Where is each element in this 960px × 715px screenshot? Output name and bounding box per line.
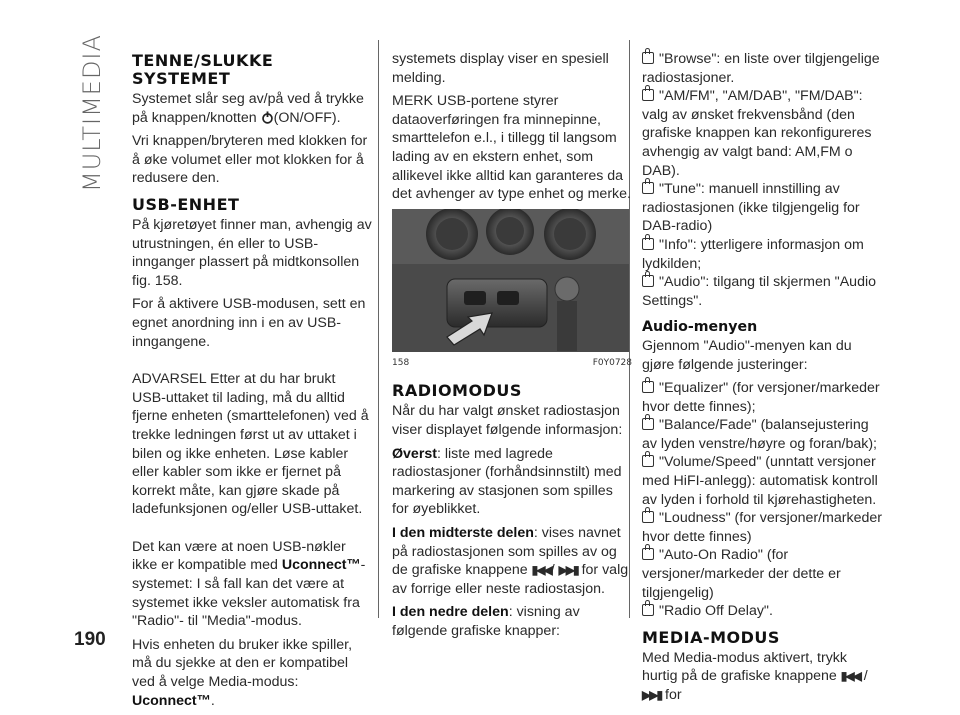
column-2 [392, 50, 632, 645]
bullet-icon [642, 418, 654, 430]
list-item: "Auto-On Radio" (for versjoner/markeder der dette er tilgjengelig) [642, 547, 841, 601]
uconnect-brand: Uconnect™ [281, 557, 361, 574]
column-3 [642, 50, 884, 710]
paragraph-media-mode: Med Media-modus aktivert, trykk hurtig på de grafiske knappene ▮◀◀ / ▶▶▮ for [642, 649, 868, 703]
spacer [132, 524, 372, 538]
heading-radiomodus: RADIOMODUS [392, 381, 522, 401]
paragraph-display-message: systemets display viser en spesiell melding. [392, 51, 609, 86]
heading-audio-menu: Audio-menyen [642, 319, 758, 336]
spacer [132, 356, 372, 370]
figure-number: 158 [392, 357, 410, 368]
paragraph-middle: I den midterste delen: vises navnet på radiostasjonen som spilles av og de grafiske knappene ▮◀◀/ ▶▶▮ for valg av forrige eller neste radiostasjon. [392, 524, 629, 597]
paragraph-audio-menu: Gjennom "Audio"-menyen kan du gjøre følgende justeringer: [642, 337, 852, 373]
bullet-icon [642, 511, 654, 523]
list-item: "Loudness" (for versjoner/markeder hvor dette finnes) [642, 510, 882, 545]
power-icon [261, 111, 274, 124]
list-item: "AM/FM", "AM/DAB", "FM/DAB": valg av ønsket frekvensbånd (den grafiske knappen kan rekonfigureres avhengig av valgt band: AM,FM o DAB). [642, 88, 872, 179]
paragraph-media-check: Hvis enheten du bruker ikke spiller, må du sjekke at den er kompatibel ved å velge Media-modus: Uconnect™. [132, 636, 353, 709]
bullet-icon [642, 455, 654, 467]
heading-media-modus: MEDIA-MODUS [642, 627, 780, 647]
list-item: "Equalizer" (for versjoner/markeder hvor dette finnes); [642, 380, 880, 415]
paragraph-bottom: I den nedre delen: visning av følgende grafiske knapper: [392, 604, 580, 639]
uconnect-brand: Uconnect™ [132, 692, 211, 709]
page-number: 190 [74, 629, 106, 650]
list-item: "Tune": manuell innstilling av radiostasjonen (ikke tilgjengelig for DAB-radio) [642, 181, 860, 235]
usb-console-photo [392, 209, 629, 352]
column-1 [132, 50, 372, 715]
figure-caption [392, 354, 632, 373]
paragraph-compatibility: Det kan være at noen USB-nøkler ikke er kompatible med Uconnect™-systemet: I så fall kan det være at systemet ikke veksler automatisk fra "Radio"- til "Media"-modus. [132, 538, 366, 630]
previous-track-icon: ▮◀◀ [531, 563, 551, 578]
bullet-icon [642, 52, 654, 64]
paragraph-volume: Vri knappen/bryteren med klokken for å øke volumet eller mot klokken for å redusere den. [132, 133, 368, 187]
paragraph-power: Systemet slår seg av/på ved å trykke på knappen/knotten (ON/OFF). [132, 91, 364, 126]
heading-tenne-slukke: TENNE/SLUKKE SYSTEMET [132, 51, 274, 88]
audio-settings-list [642, 379, 884, 621]
paragraph-radio-info: Når du har valgt ønsket radiostasjon viser displayet følgende informasjon: [392, 403, 623, 438]
list-item: "Radio Off Delay". [642, 602, 884, 621]
paragraph-warning: ADVARSEL Etter at du har brukt USB-uttaket til lading, må du alltid fjerne enheten (smarttelefonen) ved å trekke ledningen først ut av uttaket i bilen og ikke enheten. Løse kabler eller kabler som ikke er fjernet på korrekt måte, kan gjøre skade på ladefunksjonen og/eller USB-uttaket. [132, 371, 369, 518]
list-item: "Balance/Fade" (balansejustering av lyden venstre/høyre og foran/bak); [642, 417, 878, 452]
list-item: "Volume/Speed" (unntatt versjoner med HiFI-anlegg): automatisk kontroll av lyden i forhold til kjørehastigheten. [642, 454, 878, 508]
heading-usb-enhet: USB-ENHET [132, 194, 240, 214]
bullet-icon [642, 381, 654, 393]
next-track-icon: ▶▶▮ [558, 563, 578, 578]
next-track-icon: ▶▶▮ [642, 688, 662, 702]
bullet-icon [642, 182, 654, 194]
paragraph-note: MERK USB-portene styrer dataoverføringen fra minnepinne, smarttelefon e.l., i tillegg til langsom lading av en ekstern enhet, som allikevel ikke alltid kan garanteres da det avhenger av type enhet og merke. [392, 93, 631, 203]
bullet-icon [642, 548, 654, 560]
figure-usb-console [392, 209, 629, 352]
previous-track-icon: ▮◀◀ [840, 669, 860, 684]
paragraph-usb-inputs: På kjøretøyet finner man, avhengig av utrustningen, én eller to USB-innganger plassert på midtkonsollen fig. 158. [132, 216, 372, 289]
side-label-text: MULTIMEDIA [78, 34, 106, 192]
bullet-icon [642, 89, 654, 101]
section-side-label [78, 34, 108, 192]
figure-code: F0Y0728 [592, 357, 632, 368]
bullet-icon [642, 604, 654, 616]
bullet-icon [642, 275, 654, 287]
list-item: "Browse": en liste over tilgjengelige radiostasjoner. [642, 51, 880, 86]
radio-button-list [642, 50, 884, 310]
column-divider-1 [378, 40, 379, 618]
paragraph-top: Øverst: liste med lagrede radiostasjoner (forhåndsinnstilt) med markering av stasjonen som spilles for øyeblikket. [392, 445, 622, 518]
bullet-icon [642, 238, 654, 250]
list-item: "Info": ytterligere informasjon om lydkilden; [642, 236, 864, 272]
list-item: "Audio": tilgang til skjermen "Audio Settings". [642, 274, 876, 309]
paragraph-usb-activate: For å aktivere USB-modusen, sett en egnet anordning inn i en av USB-inngangene. [132, 296, 366, 350]
